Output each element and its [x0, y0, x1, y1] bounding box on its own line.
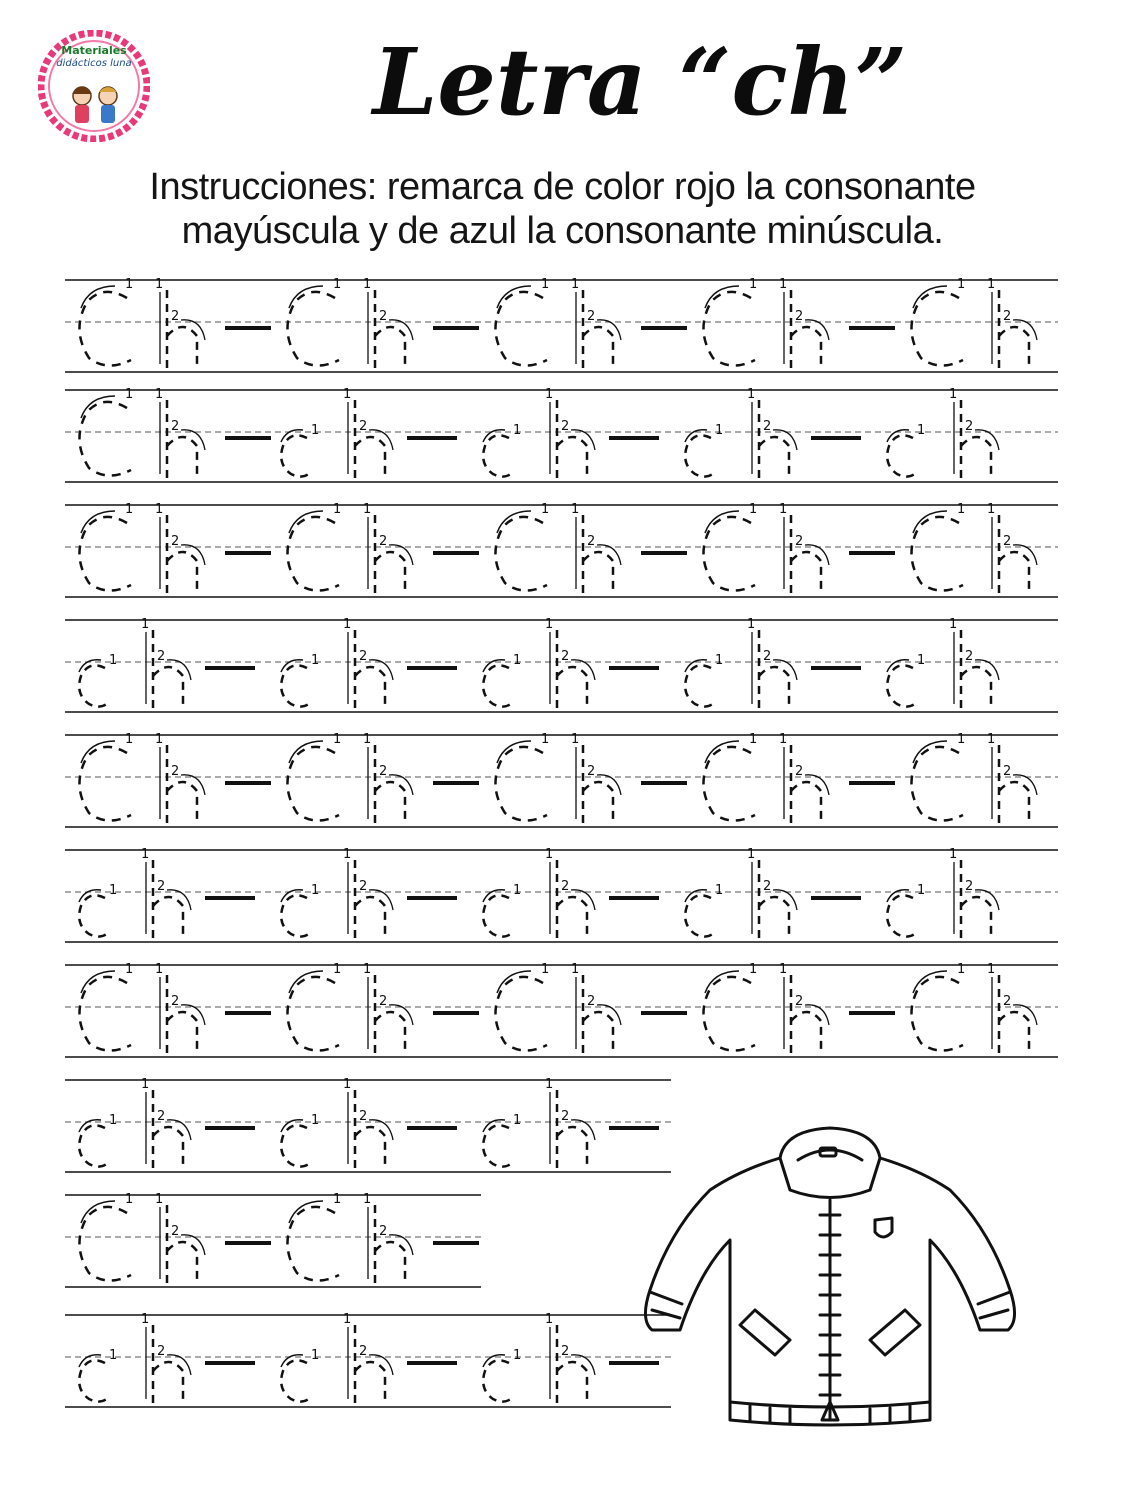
h-arch-trace[interactable]: [355, 667, 385, 708]
stroke-order-label: 1: [109, 653, 118, 668]
stroke-order-label: 2: [561, 649, 570, 664]
lowercase-c-trace[interactable]: [887, 665, 917, 706]
stroke-order-label: 1: [141, 847, 150, 862]
direction-arrow-icon: [705, 971, 739, 993]
stroke-order-label: 1: [333, 502, 342, 517]
stroke-order-label: 1: [917, 883, 926, 898]
stroke-order-label: 1: [513, 1348, 522, 1363]
stroke-order-label: 2: [379, 764, 388, 779]
uppercase-c-trace[interactable]: [495, 747, 547, 821]
direction-arrow-icon: [597, 1005, 621, 1025]
direction-arrow-icon: [181, 1005, 205, 1025]
direction-arrow-icon: [773, 890, 797, 910]
direction-arrow-icon: [81, 1201, 115, 1223]
stroke-order-label: 1: [363, 1192, 372, 1207]
h-arch-trace[interactable]: [375, 1012, 405, 1053]
stroke-order-label: 2: [1003, 764, 1012, 779]
uppercase-c-trace[interactable]: [703, 747, 755, 821]
direction-arrow-icon: [1013, 775, 1037, 795]
stroke-order-label: 2: [561, 1344, 570, 1359]
stroke-order-label: 1: [155, 387, 164, 402]
lowercase-c-trace[interactable]: [685, 435, 715, 476]
stroke-order-label: 1: [311, 883, 320, 898]
direction-arrow-icon: [1013, 1005, 1037, 1025]
uppercase-c-trace[interactable]: [287, 977, 339, 1051]
stroke-order-label: 2: [379, 994, 388, 1009]
lowercase-c-trace[interactable]: [483, 1360, 513, 1401]
direction-arrow-icon: [1013, 320, 1037, 340]
stroke-order-label: 1: [513, 653, 522, 668]
stroke-order-label: 2: [171, 764, 180, 779]
h-arch-trace[interactable]: [153, 1362, 183, 1403]
direction-arrow-icon: [705, 741, 739, 763]
stroke-order-label: 1: [715, 883, 724, 898]
uppercase-c-trace[interactable]: [911, 977, 963, 1051]
lowercase-c-trace[interactable]: [685, 665, 715, 706]
stroke-order-label: 1: [571, 732, 580, 747]
stroke-order-label: 1: [343, 617, 352, 632]
uppercase-c-trace[interactable]: [79, 292, 131, 366]
stroke-order-label: 1: [571, 277, 580, 292]
h-arch-trace[interactable]: [961, 897, 991, 938]
stroke-order-label: 1: [363, 277, 372, 292]
direction-arrow-icon: [369, 1355, 393, 1375]
practice-row: [65, 502, 1058, 597]
logo-text-line2: didácticos luna: [56, 58, 132, 69]
uppercase-c-trace[interactable]: [911, 292, 963, 366]
uppercase-c-trace[interactable]: [703, 977, 755, 1051]
direction-arrow-icon: [167, 1355, 191, 1375]
uppercase-c-trace[interactable]: [79, 1207, 131, 1281]
uppercase-c-trace[interactable]: [79, 517, 131, 591]
stroke-order-label: 1: [125, 732, 134, 747]
h-arch-trace[interactable]: [999, 552, 1029, 593]
stroke-order-label: 1: [125, 277, 134, 292]
h-arch-trace[interactable]: [759, 667, 789, 708]
stroke-order-label: 2: [587, 764, 596, 779]
stroke-order-label: 2: [171, 1224, 180, 1239]
stroke-order-label: 2: [1003, 994, 1012, 1009]
h-arch-trace[interactable]: [355, 437, 385, 478]
h-arch-trace[interactable]: [153, 897, 183, 938]
stroke-order-label: 1: [949, 387, 958, 402]
direction-arrow-icon: [389, 320, 413, 340]
practice-row: [65, 1077, 671, 1172]
stroke-order-label: 1: [571, 962, 580, 977]
h-arch-trace[interactable]: [375, 552, 405, 593]
h-arch-trace[interactable]: [375, 327, 405, 368]
direction-arrow-icon: [975, 430, 999, 450]
stroke-order-label: 2: [171, 419, 180, 434]
stroke-order-label: 1: [541, 502, 550, 517]
h-arch-trace[interactable]: [583, 327, 613, 368]
direction-arrow-icon: [289, 971, 323, 993]
lowercase-c-trace[interactable]: [281, 665, 311, 706]
stroke-order-label: 2: [379, 534, 388, 549]
h-arch-trace[interactable]: [759, 897, 789, 938]
direction-arrow-icon: [81, 396, 115, 418]
stroke-order-label: 1: [749, 732, 758, 747]
direction-arrow-icon: [181, 1235, 205, 1255]
h-arch-trace[interactable]: [167, 1012, 197, 1053]
stroke-order-label: 1: [155, 277, 164, 292]
h-arch-trace[interactable]: [557, 1362, 587, 1403]
stroke-order-label: 2: [561, 1109, 570, 1124]
stroke-order-label: 1: [749, 277, 758, 292]
stroke-order-label: 1: [109, 1348, 118, 1363]
stroke-order-label: 1: [125, 962, 134, 977]
stroke-order-label: 2: [359, 879, 368, 894]
uppercase-c-trace[interactable]: [703, 517, 755, 591]
stroke-order-label: 1: [987, 277, 996, 292]
uppercase-c-trace[interactable]: [703, 292, 755, 366]
direction-arrow-icon: [497, 971, 531, 993]
uppercase-c-trace[interactable]: [287, 1207, 339, 1281]
practice-row: [65, 277, 1058, 372]
direction-arrow-icon: [497, 741, 531, 763]
stroke-order-label: 1: [987, 962, 996, 977]
stroke-order-label: 2: [157, 649, 166, 664]
direction-arrow-icon: [81, 741, 115, 763]
stroke-order-label: 1: [779, 962, 788, 977]
stroke-order-label: 2: [587, 309, 596, 324]
direction-arrow-icon: [81, 971, 115, 993]
lowercase-c-trace[interactable]: [685, 895, 715, 936]
stroke-order-label: 2: [763, 419, 772, 434]
direction-arrow-icon: [1013, 545, 1037, 565]
stroke-order-label: 2: [561, 419, 570, 434]
stroke-order-label: 1: [949, 847, 958, 862]
stroke-order-label: 1: [343, 1312, 352, 1327]
stroke-order-label: 1: [513, 423, 522, 438]
stroke-order-label: 1: [957, 732, 966, 747]
direction-arrow-icon: [571, 890, 595, 910]
direction-arrow-icon: [181, 430, 205, 450]
stroke-order-label: 1: [957, 962, 966, 977]
stroke-order-label: 1: [987, 502, 996, 517]
stroke-order-label: 1: [333, 277, 342, 292]
direction-arrow-icon: [167, 660, 191, 680]
stroke-order-label: 1: [333, 962, 342, 977]
stroke-order-label: 1: [957, 277, 966, 292]
direction-arrow-icon: [497, 511, 531, 533]
lowercase-c-trace[interactable]: [887, 895, 917, 936]
stroke-order-label: 1: [747, 847, 756, 862]
stroke-order-label: 2: [795, 764, 804, 779]
stroke-order-label: 1: [311, 1348, 320, 1363]
direction-arrow-icon: [369, 890, 393, 910]
practice-row: [65, 387, 1058, 482]
stroke-order-label: 1: [571, 502, 580, 517]
direction-arrow-icon: [289, 1201, 323, 1223]
direction-arrow-icon: [289, 741, 323, 763]
direction-arrow-icon: [181, 320, 205, 340]
stroke-order-label: 1: [779, 277, 788, 292]
direction-arrow-icon: [805, 320, 829, 340]
stroke-order-label: 1: [779, 502, 788, 517]
uppercase-c-trace[interactable]: [495, 977, 547, 1051]
lowercase-c-trace[interactable]: [483, 665, 513, 706]
direction-arrow-icon: [181, 775, 205, 795]
stroke-order-label: 2: [359, 649, 368, 664]
stroke-order-label: 1: [333, 732, 342, 747]
direction-arrow-icon: [705, 286, 739, 308]
h-arch-trace[interactable]: [557, 437, 587, 478]
direction-arrow-icon: [597, 775, 621, 795]
practice-row: [65, 1192, 481, 1287]
stroke-order-label: 1: [917, 653, 926, 668]
stroke-order-label: 1: [333, 1192, 342, 1207]
logo-text-line1: Materiales: [61, 44, 127, 57]
stroke-order-label: 1: [545, 1312, 554, 1327]
stroke-order-label: 1: [715, 653, 724, 668]
stroke-order-label: 1: [311, 1113, 320, 1128]
stroke-order-label: 2: [359, 419, 368, 434]
h-arch-trace[interactable]: [961, 437, 991, 478]
direction-arrow-icon: [81, 286, 115, 308]
practice-row: [65, 617, 1058, 712]
direction-arrow-icon: [913, 971, 947, 993]
stroke-order-label: 1: [109, 1113, 118, 1128]
uppercase-c-trace[interactable]: [911, 517, 963, 591]
stroke-order-label: 1: [363, 732, 372, 747]
instructions-line-1: Instrucciones: remarca de color rojo la consonante: [149, 166, 976, 208]
direction-arrow-icon: [975, 660, 999, 680]
h-arch-trace[interactable]: [167, 552, 197, 593]
stroke-order-label: 2: [171, 309, 180, 324]
direction-arrow-icon: [389, 1235, 413, 1255]
direction-arrow-icon: [773, 660, 797, 680]
stroke-order-label: 1: [749, 962, 758, 977]
stroke-order-label: 1: [363, 962, 372, 977]
direction-arrow-icon: [773, 430, 797, 450]
stroke-order-label: 1: [715, 423, 724, 438]
h-arch-trace[interactable]: [791, 782, 821, 823]
direction-arrow-icon: [805, 545, 829, 565]
h-arch-trace[interactable]: [167, 327, 197, 368]
lowercase-c-trace[interactable]: [79, 1125, 109, 1166]
direction-arrow-icon: [389, 545, 413, 565]
stroke-order-label: 1: [545, 1077, 554, 1092]
direction-arrow-icon: [571, 1120, 595, 1140]
practice-row: [65, 962, 1058, 1057]
stroke-order-label: 1: [513, 1113, 522, 1128]
h-arch-trace[interactable]: [557, 1127, 587, 1168]
instructions-line-2: mayúscula y de azul la consonante minúscula.: [181, 210, 944, 252]
h-arch-trace[interactable]: [355, 1362, 385, 1403]
direction-arrow-icon: [913, 511, 947, 533]
direction-arrow-icon: [597, 545, 621, 565]
stroke-order-label: 1: [343, 847, 352, 862]
h-arch-trace[interactable]: [759, 437, 789, 478]
h-arch-trace[interactable]: [557, 897, 587, 938]
h-arch-trace[interactable]: [583, 782, 613, 823]
h-arch-trace[interactable]: [999, 327, 1029, 368]
stroke-order-label: 1: [541, 962, 550, 977]
direction-arrow-icon: [369, 1120, 393, 1140]
stroke-order-label: 2: [965, 419, 974, 434]
direction-arrow-icon: [181, 545, 205, 565]
stroke-order-label: 1: [949, 617, 958, 632]
h-arch-trace[interactable]: [791, 552, 821, 593]
stroke-order-label: 1: [141, 617, 150, 632]
uppercase-c-trace[interactable]: [495, 517, 547, 591]
h-arch-trace[interactable]: [791, 327, 821, 368]
stroke-order-label: 1: [155, 962, 164, 977]
h-arch-trace[interactable]: [583, 1012, 613, 1053]
stroke-order-label: 2: [795, 994, 804, 1009]
stroke-order-label: 2: [359, 1109, 368, 1124]
lowercase-c-trace[interactable]: [483, 435, 513, 476]
direction-arrow-icon: [389, 775, 413, 795]
stroke-order-label: 1: [545, 617, 554, 632]
uppercase-c-trace[interactable]: [911, 747, 963, 821]
stroke-order-label: 1: [747, 617, 756, 632]
stroke-order-label: 2: [795, 534, 804, 549]
stroke-order-label: 2: [965, 879, 974, 894]
stroke-order-label: 1: [545, 847, 554, 862]
h-arch-trace[interactable]: [167, 437, 197, 478]
stroke-order-label: 1: [541, 732, 550, 747]
direction-arrow-icon: [597, 320, 621, 340]
lowercase-c-trace[interactable]: [79, 895, 109, 936]
h-arch-trace[interactable]: [961, 667, 991, 708]
practice-row: [65, 1312, 671, 1407]
stroke-order-label: 2: [157, 879, 166, 894]
direction-arrow-icon: [913, 741, 947, 763]
practice-row: [65, 732, 1058, 827]
stroke-order-label: 2: [379, 309, 388, 324]
direction-arrow-icon: [571, 660, 595, 680]
stroke-order-label: 2: [171, 534, 180, 549]
lowercase-c-trace[interactable]: [281, 1125, 311, 1166]
stroke-order-label: 1: [141, 1077, 150, 1092]
stroke-order-label: 1: [987, 732, 996, 747]
direction-arrow-icon: [81, 511, 115, 533]
h-arch-trace[interactable]: [153, 667, 183, 708]
lowercase-c-trace[interactable]: [281, 895, 311, 936]
direction-arrow-icon: [805, 775, 829, 795]
stroke-order-label: 1: [125, 502, 134, 517]
stroke-order-label: 2: [795, 309, 804, 324]
uppercase-c-trace[interactable]: [287, 747, 339, 821]
h-arch-trace[interactable]: [355, 897, 385, 938]
stroke-order-label: 2: [763, 649, 772, 664]
stroke-order-label: 1: [155, 732, 164, 747]
stroke-order-label: 2: [359, 1344, 368, 1359]
lowercase-c-trace[interactable]: [79, 1360, 109, 1401]
lowercase-c-trace[interactable]: [483, 1125, 513, 1166]
stroke-order-label: 1: [917, 423, 926, 438]
stroke-order-label: 2: [171, 994, 180, 1009]
h-arch-trace[interactable]: [557, 667, 587, 708]
h-arch-trace[interactable]: [375, 1242, 405, 1283]
uppercase-c-trace[interactable]: [79, 747, 131, 821]
lowercase-c-trace[interactable]: [887, 435, 917, 476]
direction-arrow-icon: [389, 1005, 413, 1025]
h-arch-trace[interactable]: [153, 1127, 183, 1168]
h-arch-trace[interactable]: [355, 1127, 385, 1168]
direction-arrow-icon: [167, 890, 191, 910]
stroke-order-label: 1: [109, 883, 118, 898]
stroke-order-label: 2: [157, 1344, 166, 1359]
h-arch-trace[interactable]: [583, 552, 613, 593]
direction-arrow-icon: [705, 511, 739, 533]
stroke-order-label: 1: [125, 387, 134, 402]
stroke-order-label: 2: [965, 649, 974, 664]
stroke-order-label: 2: [561, 879, 570, 894]
stroke-order-label: 1: [363, 502, 372, 517]
direction-arrow-icon: [571, 1355, 595, 1375]
jacket-illustration: [630, 1120, 1030, 1450]
lowercase-c-trace[interactable]: [281, 435, 311, 476]
direction-arrow-icon: [571, 430, 595, 450]
uppercase-c-trace[interactable]: [287, 517, 339, 591]
lowercase-c-trace[interactable]: [483, 895, 513, 936]
stroke-order-label: 1: [311, 653, 320, 668]
stroke-order-label: 1: [957, 502, 966, 517]
stroke-order-label: 2: [1003, 534, 1012, 549]
h-arch-trace[interactable]: [999, 782, 1029, 823]
uppercase-c-trace[interactable]: [495, 292, 547, 366]
h-arch-trace[interactable]: [999, 1012, 1029, 1053]
stroke-order-label: 1: [779, 732, 788, 747]
direction-arrow-icon: [975, 890, 999, 910]
direction-arrow-icon: [289, 511, 323, 533]
stroke-order-label: 1: [747, 387, 756, 402]
stroke-order-label: 1: [155, 1192, 164, 1207]
stroke-order-label: 2: [379, 1224, 388, 1239]
lowercase-c-trace[interactable]: [281, 1360, 311, 1401]
page-title: Letra “ch”: [372, 28, 908, 136]
stroke-order-label: 1: [545, 387, 554, 402]
practice-row: [65, 847, 1058, 942]
uppercase-c-trace[interactable]: [79, 977, 131, 1051]
stroke-order-label: 2: [763, 879, 772, 894]
stroke-order-label: 2: [587, 994, 596, 1009]
stroke-order-label: 2: [1003, 309, 1012, 324]
stroke-order-label: 1: [311, 423, 320, 438]
stroke-order-label: 1: [141, 1312, 150, 1327]
h-arch-trace[interactable]: [375, 782, 405, 823]
direction-arrow-icon: [289, 286, 323, 308]
direction-arrow-icon: [167, 1120, 191, 1140]
stroke-order-label: 1: [343, 387, 352, 402]
stroke-order-label: 1: [541, 277, 550, 292]
stroke-order-label: 1: [155, 502, 164, 517]
jacket-icon: [630, 1120, 1030, 1450]
stroke-order-label: 1: [125, 1192, 134, 1207]
stroke-order-label: 2: [587, 534, 596, 549]
stroke-order-label: 1: [513, 883, 522, 898]
stroke-order-label: 1: [749, 502, 758, 517]
uppercase-c-trace[interactable]: [79, 402, 131, 476]
direction-arrow-icon: [369, 660, 393, 680]
uppercase-c-trace[interactable]: [287, 292, 339, 366]
h-arch-trace[interactable]: [167, 1242, 197, 1283]
stroke-order-label: 2: [157, 1109, 166, 1124]
lowercase-c-trace[interactable]: [79, 665, 109, 706]
direction-arrow-icon: [369, 430, 393, 450]
h-arch-trace[interactable]: [791, 1012, 821, 1053]
direction-arrow-icon: [497, 286, 531, 308]
stroke-order-label: 1: [343, 1077, 352, 1092]
h-arch-trace[interactable]: [167, 782, 197, 823]
direction-arrow-icon: [805, 1005, 829, 1025]
direction-arrow-icon: [913, 286, 947, 308]
